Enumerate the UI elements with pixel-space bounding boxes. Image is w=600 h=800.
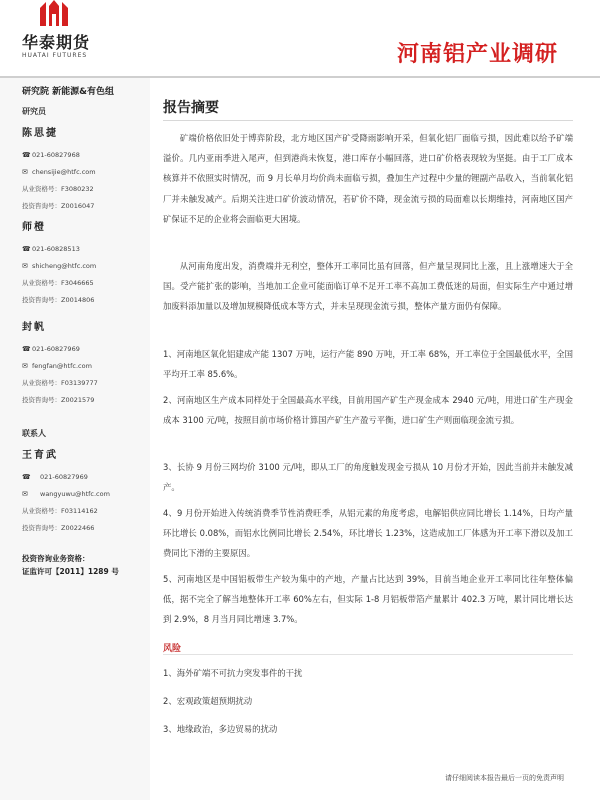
risk-item: 1、海外矿端不可抗力突发事件的干扰 [163, 668, 303, 678]
consult-label: 投资咨询号： [22, 296, 61, 304]
key-point: 3、长协 9 月份三网均价 3100 元/吨，即从工厂的角度触发现金亏损从 10 月份才开始，因此当前并未触发减产。 [163, 462, 573, 493]
email-line [22, 257, 147, 274]
email-icon: ✉ [22, 361, 28, 370]
phone-line [22, 146, 147, 163]
consult-number: Z0021579 [61, 395, 95, 404]
brand-name: 华泰期货 [22, 33, 91, 52]
contacts-heading: 联系人 [22, 429, 46, 438]
contact-card [22, 446, 147, 536]
email-address[interactable]: fengfan@htfc.com [32, 361, 92, 370]
risk-divider [163, 654, 573, 655]
phone-icon: ☎ [22, 344, 31, 353]
report-title: 河南铝产业调研 [396, 42, 558, 67]
key-point: 1、河南地区氧化铝建成产能 1307 万吨，运行产能 890 万吨，开工率 68%，开工率位于全国最低水平，全国平均开工率 85.6%。 [163, 349, 573, 380]
phone-number: 021-60827969 [40, 472, 88, 481]
consult-number: Z0022466 [61, 523, 95, 532]
phone-icon: ☎ [22, 150, 31, 159]
consult-line [22, 197, 147, 214]
risk-heading: 风险 [163, 644, 182, 654]
sidebar [0, 78, 150, 800]
researcher-name: 师橙 [22, 222, 46, 233]
phone-number: 021-60827968 [32, 150, 80, 159]
phone-line [22, 468, 147, 485]
consult-label: 投资咨询号： [22, 202, 61, 210]
qualification-number: F3046665 [61, 278, 94, 287]
consult-number: Z0016047 [61, 201, 95, 210]
researcher-card [22, 318, 147, 408]
brand-name-en: HUATAI FUTURES [22, 52, 88, 59]
researcher-name: 陈思捷 [22, 128, 58, 139]
risk-item: 3、地缘政治，多边贸易的扰动 [163, 724, 278, 734]
phone-line [22, 240, 147, 257]
consult-line [22, 391, 147, 408]
phone-number: 021-60827969 [32, 344, 80, 353]
phone-icon: ☎ [22, 244, 31, 253]
qualification-label: 从业资格号： [22, 507, 61, 515]
license-info [22, 552, 147, 578]
key-point: 5、河南地区是中国铝板带生产较为集中的产地，产量占比达到 39%，目前当地企业开工率同比往年整体偏低，据不完全了解当地整体开工率 60%左右，但实际 1-8 月铝板带箔产量累计 402.3 万吨，累计同比增长达到 2.9%，8 月当月同比增速 3.7%。 [163, 574, 573, 625]
phone-icon: ☎ [22, 472, 31, 481]
qualification-label: 从业资格号： [22, 379, 61, 387]
license-number: 证监许可【2011】1289 号 [22, 567, 119, 576]
email-line [22, 357, 147, 374]
consult-number: Z0014806 [61, 295, 95, 304]
email-icon: ✉ [22, 167, 28, 176]
summary-heading: 报告摘要 [163, 100, 219, 116]
email-address[interactable]: shicheng@htfc.com [32, 261, 97, 270]
summary-divider [163, 120, 573, 121]
qualification-line [22, 502, 147, 519]
qualification-line [22, 180, 147, 197]
top-strip [300, 0, 560, 6]
qualification-number: F03139777 [61, 378, 98, 387]
key-point: 2、河南地区生产成本同样处于全国最高水平线，目前用国产矿生产现金成本 2940 元/吨，用进口矿生产现金成本 3100 元/吨，按照目前市场价格计算国产矿生产盈亏平衡，进口矿生产则面临现金流亏损。 [163, 395, 573, 426]
summary-paragraph: 从河南角度出发，消费端并无利空，整体开工率同比虽有回落，但产量呈现同比上涨，且上涨增速大于全国。受产能扩张的影响，当地加工企业可能面临订单不足开工率不高加工费低迷的局面，但实际生产中通过增加废料添加量以及增加规模降低成本等方式，并未呈现现金流亏损，整体产量方面仍有保障。 [163, 261, 573, 312]
email-icon: ✉ [22, 261, 28, 270]
department-label: 研究院 新能源&有色组 [22, 87, 114, 97]
qualification-line [22, 274, 147, 291]
consult-line [22, 291, 147, 308]
license-title: 投资咨询业务资格： [22, 554, 90, 563]
email-line [22, 163, 147, 180]
phone-number: 021-60828513 [32, 244, 80, 253]
qualification-label: 从业资格号： [22, 185, 61, 193]
qualification-number: F3080232 [61, 184, 94, 193]
consult-label: 投资咨询号： [22, 396, 61, 404]
page-header [0, 0, 600, 78]
qualification-line [22, 374, 147, 391]
consult-line [22, 519, 147, 536]
email-address[interactable]: wangyuwu@htfc.com [40, 489, 110, 498]
researcher-card [22, 124, 147, 214]
qualification-number: F03114162 [61, 506, 98, 515]
qualification-label: 从业资格号： [22, 279, 61, 287]
researchers-heading: 研究员 [22, 107, 46, 116]
email-line [22, 485, 147, 502]
risk-item: 2、宏观政策超预期扰动 [163, 696, 253, 706]
summary-paragraph: 矿端价格依旧处于博弈阶段，北方地区国产矿受降雨影响开采，但氧化铝厂面临亏损，因此难以给予矿端溢价。几内亚雨季进入尾声，但到港尚未恢复，港口库存小幅回落，进口矿价格表现较为坚挺。由于工厂成本核算并不依照实时情况，而 9 月长单月均价尚未面临亏损，叠加生产过程中少量的锂副产品收入，当前氧化铝厂并未触发减产。后期关注进口矿价波动情况，若矿价不降，现金流亏损的局面难以长期维持，河南地区国产矿保证不足的企业将会面临更大困境。 [163, 133, 573, 224]
email-address[interactable]: chensijie@htfc.com [32, 167, 96, 176]
huatai-logo-icon [36, 0, 72, 26]
key-point: 4、9 月份开始进入传统消费季节性消费旺季，从铝元素的角度考虑，电解铝供应同比增长 1.14%，日均产量环比增长 0.08%，而铝水比例同比增长 2.54%，环比增长 1.23%，这造成加工厂体感为开工率下滑以及加工费同比下滑的主要原因。 [163, 508, 573, 559]
consult-label: 投资咨询号： [22, 524, 61, 532]
phone-line [22, 340, 147, 357]
contact-name: 王育武 [22, 450, 58, 461]
disclaimer-note: 请仔细阅读本报告最后一页的免责声明 [445, 774, 564, 782]
researcher-name: 封帆 [22, 322, 46, 333]
email-icon: ✉ [22, 489, 28, 498]
researcher-card [22, 218, 147, 308]
